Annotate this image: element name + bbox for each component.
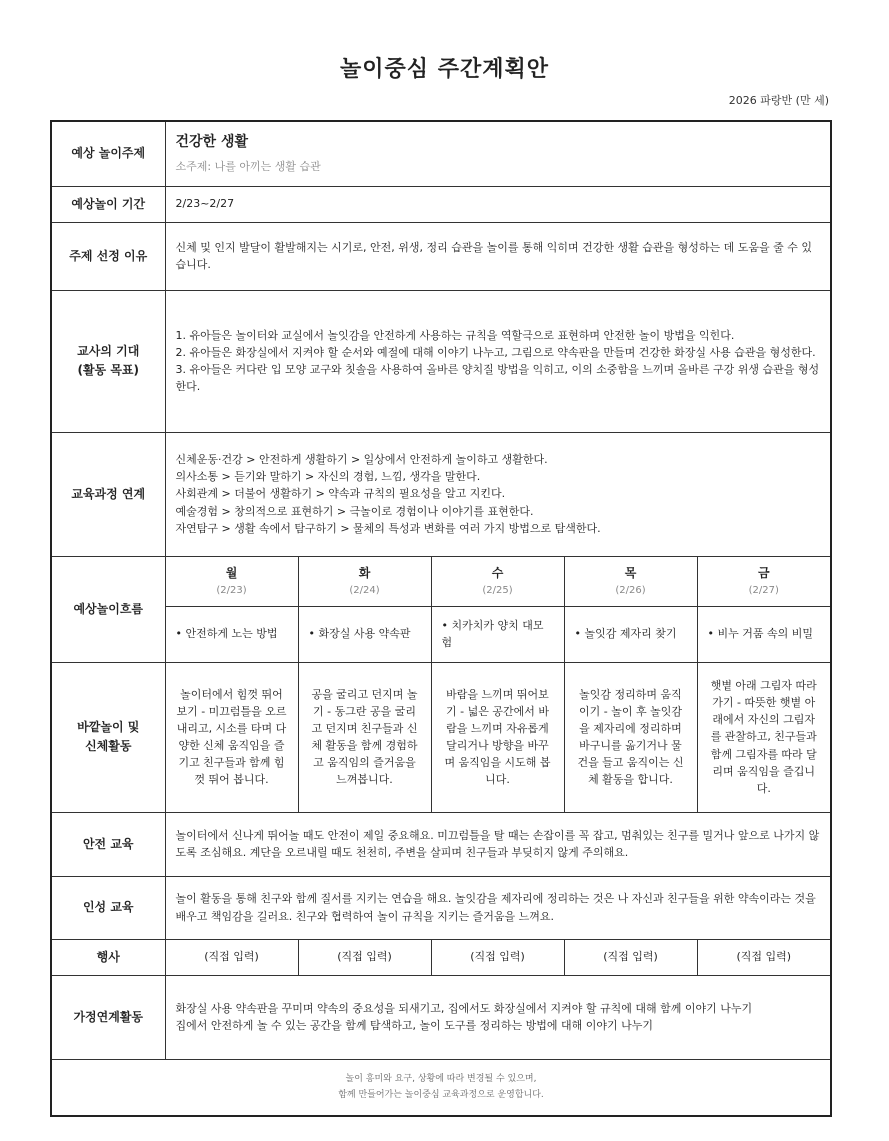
day-focus: • 놀잇감 제자리 찾기 [564, 606, 697, 662]
day-name: 수 [491, 565, 504, 580]
day-focus: • 안전하게 노는 방법 [165, 606, 298, 662]
outdoor-activity: 놀잇감 정리하며 움직이기 - 놀이 후 놀잇감을 제자리에 정리하며 바구니를 옮기거나 물건을 들고 움직이는 신체 활동을 합니다. [564, 662, 697, 812]
weekly-plan-table [50, 120, 832, 1117]
day-header-mon [165, 556, 298, 606]
reason-label: 주제 선정 이유 [51, 222, 165, 290]
footer-row [51, 1059, 831, 1116]
outdoor-activity: 놀이터에서 힘껏 뛰어보기 - 미끄럼틀을 오르내리고, 시소를 타며 다양한 신체 움직임을 즐기고 친구들과 함께 힘껏 뛰어 봅니다. [165, 662, 298, 812]
flow-days-row [51, 556, 831, 606]
event-input[interactable]: (직접 입력) [564, 939, 697, 975]
events-row [51, 939, 831, 975]
class-info: 2026 파랑반 (만 세) [728, 94, 829, 107]
safety-row [51, 812, 831, 876]
period-row [51, 186, 831, 222]
outdoor-label-line1: 바깥놀이 및 [77, 720, 140, 735]
event-input[interactable]: (직접 입력) [431, 939, 564, 975]
day-date: (2/25) [482, 584, 513, 596]
footer-line1: 놀이 흥미와 요구, 상황에 따라 변경될 수 있으며, [345, 1074, 537, 1085]
outdoor-activity: 햇볕 아래 그림자 따라가기 - 따뜻한 햇볕 아래에서 자신의 그림자를 관찰하고, 친구들과 함께 그림자를 따라 달리며 움직임을 즐깁니다. [697, 662, 831, 812]
day-date: (2/26) [615, 584, 646, 596]
goals-row [51, 290, 831, 432]
day-focus: • 화장실 사용 약속판 [298, 606, 431, 662]
goals-label [51, 290, 165, 432]
curriculum-item: 의사소통 > 듣기와 말하기 > 자신의 경험, 느낌, 생각을 말한다. [175, 470, 481, 484]
day-header-fri [697, 556, 831, 606]
outdoor-activity: 바람을 느끼며 뛰어보기 - 넓은 공간에서 바람을 느끼며 자유롭게 달리거나 방향을 바꾸며 움직임을 시도해 봅니다. [431, 662, 564, 812]
family-cell [165, 975, 831, 1059]
day-name: 금 [757, 565, 770, 580]
day-focus: • 치카치카 양치 대모험 [431, 606, 564, 662]
curriculum-label: 교육과정 연계 [51, 432, 165, 556]
character-text: 놀이 활동을 통해 친구와 함께 질서를 지키는 연습을 해요. 놀잇감을 제자리에 정리하는 것은 나 자신과 친구들을 위한 약속이라는 것을 배우고 책임감을 길러요. 친구와 협력하여 놀이 규칙을 지키는 즐거움을 느껴요. [165, 876, 831, 939]
day-date: (2/23) [216, 584, 247, 596]
page-title: 놀이중심 주간계획안 [340, 57, 549, 82]
family-line: 화장실 사용 약속판을 꾸미며 약속의 중요성을 되새기고, 집에서도 화장실에서 지켜야 할 규칙에 대해 함께 이야기 나누기 [175, 1001, 753, 1015]
period-label: 예상놀이 기간 [51, 186, 165, 222]
family-label: 가정연계활동 [51, 975, 165, 1059]
goals-label-line2: (활동 목표) [77, 363, 139, 377]
safety-text: 놀이터에서 신나게 뛰어놀 때도 안전이 제일 중요해요. 미끄럼틀을 탈 때는 손잡이를 꼭 잡고, 멈춰있는 친구를 밀거나 앞으로 나가지 않도록 조심해요. 계단을 오르내릴 때도 천천히, 주변을 살피며 친구들과 부딪히지 않게 주의해요. [165, 812, 831, 876]
day-name: 목 [624, 565, 637, 580]
footer-line2: 함께 만들어가는 놀이중심 교육과정으로 운영합니다. [338, 1090, 544, 1101]
day-header-tue [298, 556, 431, 606]
character-row [51, 876, 831, 939]
day-name: 화 [358, 565, 371, 580]
goal-item: 3. 유아들은 커다란 입 모양 교구와 칫솔을 사용하여 올바른 양치질 방법을 익히고, 이의 소중함을 느끼며 올바른 구강 위생 습관을 형성한다. [175, 363, 820, 394]
outdoor-row [51, 662, 831, 812]
reason-text: 신체 및 인지 발달이 활발해지는 시기로, 안전, 위생, 정리 습관을 놀이를 통해 익히며 건강한 생활 습관을 형성하는 데 도움을 줄 수 있습니다. [165, 222, 831, 290]
day-header-wed [431, 556, 564, 606]
family-row [51, 975, 831, 1059]
event-input[interactable]: (직접 입력) [165, 939, 298, 975]
goals-cell [165, 290, 831, 432]
curriculum-cell [165, 432, 831, 556]
period-value: 2/23~2/27 [165, 186, 831, 222]
day-header-thu [564, 556, 697, 606]
curriculum-item: 사회관계 > 더불어 생활하기 > 약속과 규칙의 필요성을 알고 지킨다. [175, 487, 506, 501]
flow-focus-row [51, 606, 831, 662]
theme-cell [165, 121, 831, 186]
theme-subtitle: 소주제: 나를 아끼는 생활 습관 [175, 160, 321, 174]
goals-label-line1: 교사의 기대 [77, 344, 140, 359]
day-name: 월 [225, 565, 238, 580]
theme-row [51, 121, 831, 186]
goal-item: 1. 유아들은 놀이터와 교실에서 놀잇감을 안전하게 사용하는 규칙을 역할극으로 표현하며 안전한 놀이 방법을 익힌다. [175, 328, 735, 342]
curriculum-row [51, 432, 831, 556]
outdoor-activity: 공을 굴리고 던지며 놀기 - 동그란 공을 굴리고 던지며 친구들과 신체 활동을 함께 경험하고 움직임의 즐거움을 느껴봅니다. [298, 662, 431, 812]
flow-label: 예상놀이흐름 [51, 556, 165, 662]
outdoor-label-line2: 신체활동 [85, 739, 132, 753]
curriculum-item: 신체운동·건강 > 안전하게 생활하기 > 일상에서 안전하게 놀이하고 생활한다. [175, 453, 548, 467]
day-date: (2/24) [349, 584, 380, 596]
theme-label: 예상 놀이주제 [51, 121, 165, 186]
event-input[interactable]: (직접 입력) [298, 939, 431, 975]
outdoor-label [51, 662, 165, 812]
goal-item: 2. 유아들은 화장실에서 지켜야 할 순서와 예절에 대해 이야기 나누고, 그림으로 약속판을 만들며 건강한 화장실 사용 습관을 형성한다. [175, 345, 816, 359]
reason-row [51, 222, 831, 290]
event-input[interactable]: (직접 입력) [697, 939, 831, 975]
safety-label: 안전 교육 [51, 812, 165, 876]
curriculum-item: 자연탐구 > 생활 속에서 탐구하기 > 물체의 특성과 변화를 여러 가지 방법으로 탐색한다. [175, 521, 601, 535]
theme-title: 건강한 생활 [175, 134, 248, 151]
footer-note [51, 1059, 831, 1116]
family-line: 집에서 안전하게 놀 수 있는 공간을 함께 탐색하고, 놀이 도구를 정리하는 방법에 대해 이야기 나누기 [175, 1019, 653, 1032]
events-label: 행사 [51, 939, 165, 975]
day-date: (2/27) [748, 584, 779, 596]
character-label: 인성 교육 [51, 876, 165, 939]
curriculum-item: 예술경험 > 창의적으로 표현하기 > 극놀이로 경험이나 이야기를 표현한다. [175, 504, 534, 518]
day-focus: • 비누 거품 속의 비밀 [697, 606, 831, 662]
